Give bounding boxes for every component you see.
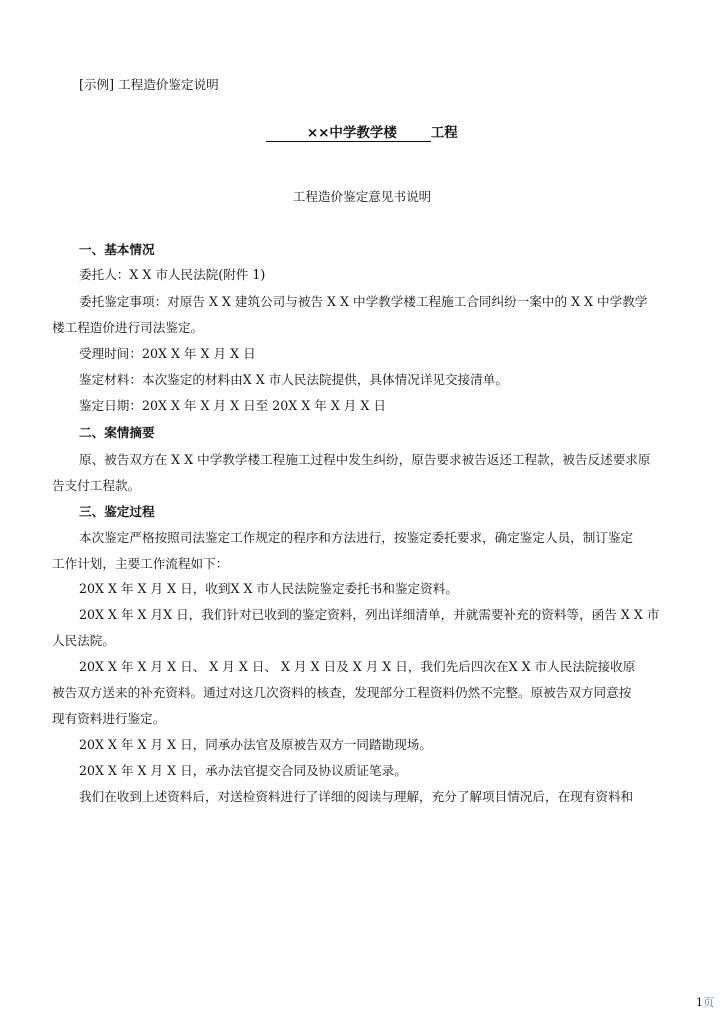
- client-line: 委托人：X X 市人民法院(附件 1): [79, 267, 266, 282]
- section-heading-process: 三、鉴定过程: [79, 504, 155, 519]
- process-intro-line-2: 工作计划，主要工作流程如下：: [52, 556, 229, 571]
- case-summary-line-2: 告支付工程款。: [52, 478, 141, 493]
- process-step-3-line-2: 被告双方送来的补充资料。通过对这几次资料的核查，发现部分工程资料仍然不完整。原被告双方同意按: [52, 685, 632, 700]
- matter-line-1: 委托鉴定事项：对原告 X X 建筑公司与被告 X X 中学教学楼工程施工合同纠纷一案中的 X X 中学教学: [79, 294, 648, 309]
- process-step-5: 20X X 年 X 月 X 日，承办法官提交合同及协议质证笔录。: [79, 763, 407, 778]
- example-label: [示例] 工程造价鉴定说明: [79, 77, 219, 92]
- section-heading-case-summary: 二、案情摘要: [79, 425, 155, 440]
- period-line: 鉴定日期：20X X 年 X 月 X 日至 20X X 年 X 月 X 日: [79, 398, 386, 413]
- document-title: [0, 125, 724, 142]
- materials-line: 鉴定材料：本次鉴定的材料由X X 市人民法院提供，具体情况详见交接清单。: [79, 372, 508, 387]
- process-step-2-line-1: 20X X 年 X 月X 日，我们针对已收到的鉴定资料，列出详细清单，并就需要补充的资料等，函告 X X 市: [79, 607, 660, 622]
- accept-time-line: 受理时间：20X X 年 X 月 X 日: [79, 346, 256, 361]
- title-project-name: ××中学教学楼: [306, 125, 397, 141]
- title-suffix: 工程: [430, 125, 458, 141]
- matter-line-2: 楼工程造价进行司法鉴定。: [52, 320, 204, 335]
- page-number: [696, 996, 714, 1010]
- process-step-3-line-3: 现有资料进行鉴定。: [52, 711, 166, 726]
- case-summary-line-1: 原、被告双方在 X X 中学教学楼工程施工过程中发生纠纷，原告要求被告返还工程款，被告反述要求原: [79, 452, 651, 467]
- process-step-3-line-1: 20X X 年 X 月 X 日、 X 月 X 日、 X 月 X 日及 X 月 X 日，我们先后四次在X X 市人民法院接收原: [79, 659, 636, 674]
- process-intro-line-1: 本次鉴定严格按照司法鉴定工作规定的程序和方法进行，按鉴定委托要求，确定鉴定人员，制订鉴定: [79, 530, 634, 545]
- process-step-1: 20X X 年 X 月 X 日，收到X X 市人民法院鉴定委托书和鉴定资料。: [79, 581, 458, 596]
- page-number-value: 1: [696, 996, 703, 1009]
- section-heading-basic-info: 一、基本情况: [79, 242, 155, 257]
- process-closing-line-1: 我们在收到上述资料后，对送检资料进行了详细的阅读与理解，充分了解项目情况后，在现有资料和: [79, 789, 634, 804]
- page-number-unit: 页: [703, 996, 714, 1009]
- process-step-2-line-2: 人民法院。: [52, 633, 115, 648]
- title-project-blank: [266, 125, 430, 142]
- document-subtitle: 工程造价鉴定意见书说明: [292, 189, 432, 204]
- process-step-4: 20X X 年 X 月 X 日，同承办法官及原被告双方一同踏勘现场。: [79, 737, 432, 752]
